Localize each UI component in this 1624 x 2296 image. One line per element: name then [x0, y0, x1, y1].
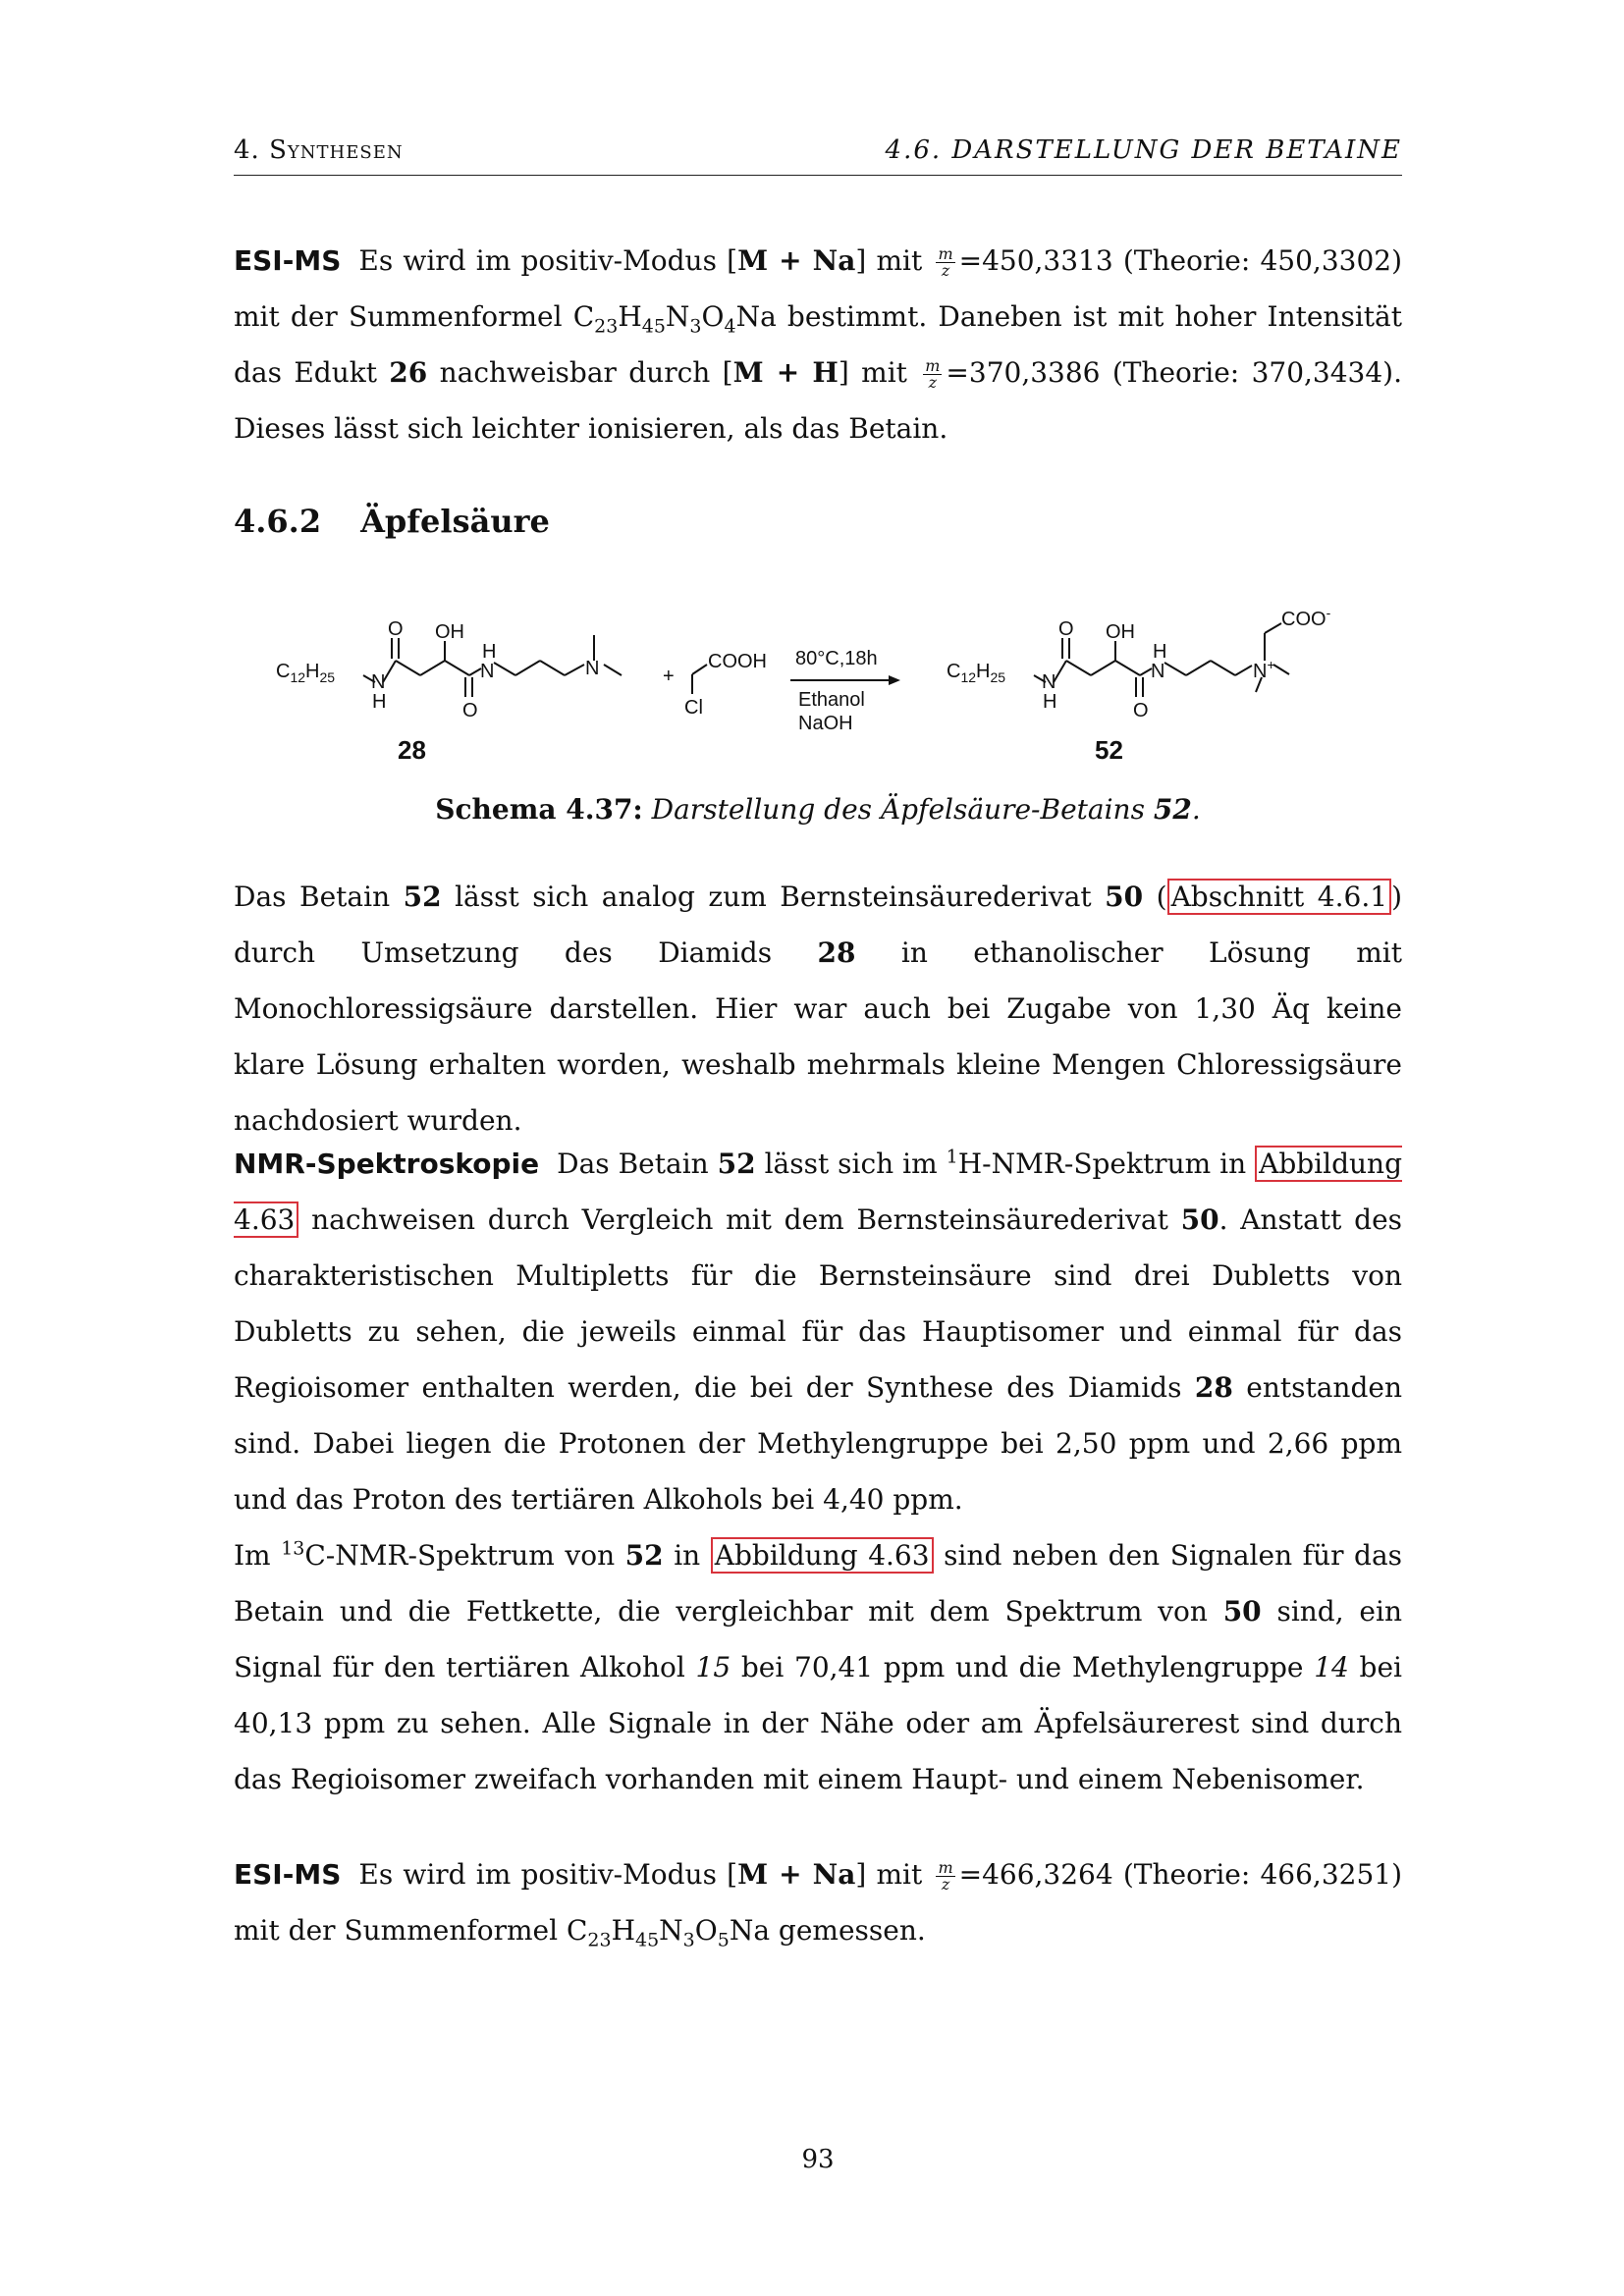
- text-run: ] mit: [855, 244, 923, 277]
- atom-label: H: [372, 691, 387, 713]
- nmr-heading: NMR-Spektroskopie: [234, 1148, 540, 1180]
- atom-label: OH: [1106, 621, 1135, 643]
- atom-label: O: [388, 618, 404, 640]
- esi-ms-paragraph-2: ESI-MS Es wird im positiv-Modus [M + Na] mit $\frac{m}{z}$ =466,3264 (Theorie: 466,3251) mit der Summenformel $C_{23}H_{45}N_3O_5Na$ gemessen.: [234, 1858, 1403, 1951]
- compound-label-52: 52: [1095, 735, 1123, 765]
- scheme-caption: Schema 4.37: Darstellung des Äpfelsäure-Betains 52.: [435, 793, 1201, 826]
- compound-number: 28: [817, 936, 856, 969]
- mz-fraction: $\frac{m}{z}$: [938, 1858, 953, 1894]
- compound-number: 50: [1180, 1203, 1219, 1236]
- ion-label: M + Na: [737, 1858, 856, 1891]
- atom-label: O: [1058, 618, 1074, 640]
- header-chapter: 4. Synthesen: [234, 135, 404, 165]
- svg-text:COO-: COO-: [1281, 605, 1331, 630]
- text-run: Na bestimmt. Daneben ist mit hoher Intensität das Edukt: [234, 300, 1402, 389]
- compound-number: 52: [624, 1539, 664, 1572]
- section-link[interactable]: Abschnitt 4.6.1: [1167, 879, 1391, 915]
- text-run: =370,3386 (Theorie: 370,3434). Dieses lässt sich leichter ionisieren, als das Betain.: [234, 356, 1402, 445]
- atom-label: OH: [435, 621, 464, 643]
- reaction-base: NaOH: [798, 713, 853, 734]
- atom-label: N: [1042, 671, 1056, 693]
- compound-number: 52: [717, 1148, 756, 1180]
- mz-fraction: $\frac{m}{z}$: [925, 356, 941, 392]
- text-run: ] mit: [838, 356, 907, 389]
- esi-ms-heading: ESI-MS: [234, 244, 342, 277]
- header-section: 4.6. DARSTELLUNG DER BETAINE: [885, 135, 1402, 165]
- reaction-solvent: Ethanol: [798, 689, 865, 711]
- text-run: Es wird im positiv-Modus [: [358, 244, 738, 277]
- section-title: Äpfelsäure: [360, 503, 550, 540]
- compound-number: 26: [389, 356, 428, 389]
- synthesis-paragraph: Das Betain 52 lässt sich analog zum Bernsteinsäurederivat 50 ( Abschnitt 4.6.1 ) durch Umsetzung des Diamids 28 in ethanolischer Lösung mit Monochloressigsäure darstellen. Hier war auch bei Zugabe von 1,30 Äq keine klare Lösung erhalten worden, weshalb mehrmals kleine Mengen Chloressigsäure nachdosiert wurden.: [234, 881, 1403, 1137]
- caption-label: Schema 4.37:: [435, 793, 643, 826]
- atom-label: O: [1133, 700, 1149, 721]
- atom-label: Cl: [684, 697, 703, 719]
- text-run: =450,3313 (Theorie: 450,3302) mit der Summenformel C: [234, 244, 1403, 333]
- esi-ms-heading: ESI-MS: [234, 1858, 342, 1891]
- atom-number: 15: [695, 1651, 731, 1683]
- caption-text: Darstellung des Äpfelsäure-Betains: [642, 793, 1154, 826]
- atom-label: N: [371, 671, 386, 693]
- caption-compound: 52: [1153, 793, 1192, 826]
- figure-link[interactable]: Abbildung 4.63: [234, 1148, 1402, 1236]
- atom-label: H: [1153, 641, 1167, 663]
- reaction-condition: 80°C,18h: [795, 648, 878, 669]
- atom-number: 14: [1314, 1651, 1349, 1683]
- text-run: nachweisbar durch [: [427, 356, 733, 389]
- svg-text:C12H25: $C_{12}H_{25}$: [276, 661, 336, 685]
- compound-number: 50: [1105, 881, 1144, 913]
- atom-label: N: [480, 661, 495, 682]
- plus-sign: +: [663, 666, 675, 687]
- figure-link[interactable]: Abbildung 4.63: [711, 1537, 934, 1574]
- compound-number: 52: [403, 881, 442, 913]
- running-header: [234, 135, 1402, 176]
- atom-label: N: [1151, 661, 1165, 682]
- ion-label: M + H: [732, 356, 839, 389]
- section-number: 4.6.2: [234, 503, 322, 540]
- compound-number: 28: [1194, 1371, 1233, 1404]
- nmr-paragraph: NMR-Spektroskopie Das Betain 52 lässt sich im $^1$H-NMR-Spektrum in Abbildung 4.63 nachweisen durch Vergleich mit dem Bernsteinsäurederivat 50. Anstatt des charakteristischen Multipletts für die Bernsteinsäure sind drei Dubletts von Dubletts zu sehen, die jeweils einmal für das Hauptisomer und einmal für das Regioisomer enthalten werden, die bei der Synthese des Diamids 28 entstanden sind. Dabei liegen die Protonen der Methylengruppe bei 2,50 ppm und 2,66 ppm und das Proton des tertiären Alkohols bei 4,40 ppm. Im $^{13}$C-NMR-Spektrum von 52 in Abbildung 4.63 sind neben den Signalen für das Betain und die Fettkette, die vergleichbar mit dem Spektrum von 50 sind, ein Signal für den tertiären Alkohol 15 bei 70,41 ppm und die Methylengruppe 14 bei 40,13 ppm zu sehen. Alle Signale in der Nähe oder am Äpfelsäurerest sind durch das Regioisomer zweifach vorhanden mit einem Haupt- und einem Nebenisomer.: [234, 1146, 1403, 1795]
- esi-ms-paragraph-1: ESI-MS Es wird im positiv-Modus [M + Na] mit $\frac{m}{z}$ =450,3313 (Theorie: 450,3302) mit der Summenformel $C_{23}H_{45}N_3O_4Na$ bestimmt. Daneben ist mit hoher Intensität das Edukt 26 nachweisbar durch [M + H] mit $\frac{m}{z}$ =370,3386 (Theorie: 370,3434). Dieses lässt sich leichter ionisieren, als das Betain.: [234, 244, 1403, 445]
- atom-label: H: [482, 641, 497, 663]
- mz-fraction: $\frac{m}{z}$: [938, 244, 953, 280]
- svg-text:C12H25: $C_{12}H_{25}$: [947, 661, 1006, 685]
- section-heading: [234, 503, 550, 540]
- atom-label: COOH: [708, 651, 767, 672]
- atom-label: O: [462, 700, 478, 721]
- svg-text:N+: N+: [1253, 657, 1275, 682]
- atom-label: H: [1043, 691, 1057, 713]
- page-number: 93: [801, 2145, 835, 2174]
- compound-label-28: 28: [398, 735, 426, 765]
- atom-label: N: [585, 658, 600, 679]
- compound-number: 50: [1222, 1595, 1262, 1628]
- reaction-scheme: [270, 604, 1370, 775]
- ion-label: M + Na: [737, 244, 856, 277]
